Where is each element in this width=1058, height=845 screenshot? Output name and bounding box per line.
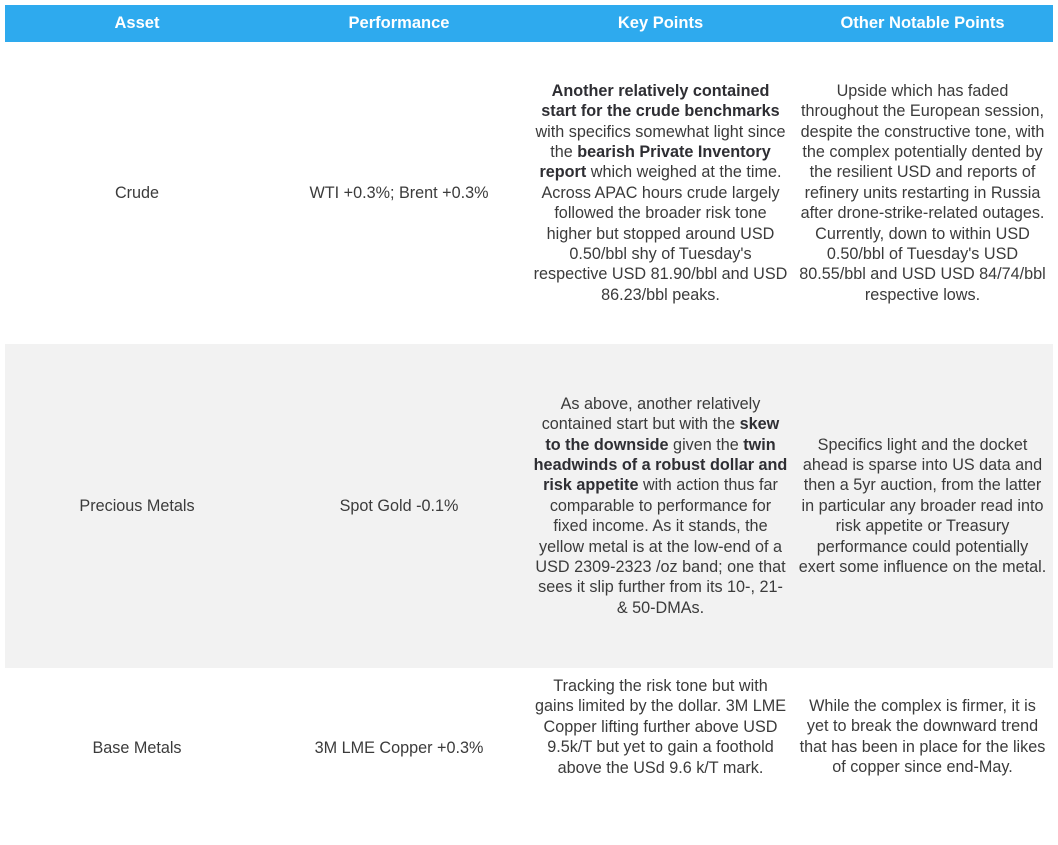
other-points-cell: While the complex is firmer, it is yet to break the downward trend that has been in place for the likes of copper since end-May.: [799, 697, 1046, 777]
key-text: given the: [668, 435, 744, 454]
table-header: [5, 5, 1053, 42]
table-row-precious-metals: [5, 344, 1053, 668]
key-highlight: twin headwinds of a robust dollar and risk appetite: [533, 435, 788, 495]
performance-cell: Spot Gold -0.1%: [339, 496, 459, 515]
performance-cell: WTI +0.3%; Brent +0.3%: [309, 183, 489, 202]
key-text: As above, another relatively contained start but with the: [541, 394, 761, 434]
key-points-text: [533, 81, 788, 305]
key-highlight: Another relatively contained start for the crude benchmarks: [541, 81, 780, 121]
key-points-cell: [529, 668, 792, 828]
performance-cell: 3M LME Copper +0.3%: [314, 739, 484, 757]
key-highlight: bearish Private Inventory report: [539, 142, 771, 182]
header-asset: Asset: [114, 14, 160, 33]
key-points-text: [533, 394, 788, 618]
key-points-cell: [529, 344, 792, 668]
other-points-cell: Specifics light and the docket ahead is sparse into US data and then a 5yr auction, from the latter in particular any broader read into risk appetite or Treasury performance could potentially exert some influence on the metal.: [798, 435, 1047, 577]
header-other-points: Other Notable Points: [840, 14, 1005, 33]
asset-cell: Precious Metals: [79, 496, 195, 515]
header-key-points: Key Points: [617, 14, 704, 33]
key-text: with action thus far comparable to performance for fixed income. As it stands, the yellow metal is at the low-end of a USD 2309-2323 /oz band; one that sees it slip further from its 10-, 21- & 50-DMAs.: [535, 476, 786, 617]
asset-cell: Base Metals: [92, 739, 182, 757]
table-row-crude: [5, 42, 1053, 344]
key-text: Tracking the risk tone but with gains limited by the dollar. 3M LME Copper lifting further above USD 9.5k/T but yet to gain a foothold above the USd 9.6 k/T mark.: [534, 677, 787, 777]
key-text: with specifics somewhat light since the: [535, 122, 786, 161]
key-text: which weighed at the time. Across APAC hours crude largely followed the broader risk tone higher but stopped around USD 0.50/bbl shy of Tuesday's respective USD 81.90/bbl and USD 86.23/bbl peaks.: [533, 163, 788, 304]
header-performance: Performance: [348, 14, 450, 33]
key-points-cell: [529, 42, 792, 344]
asset-cell: Crude: [114, 183, 160, 202]
market-table: [5, 5, 1053, 828]
key-highlight: skew to the downside: [545, 415, 780, 454]
key-points-text: [533, 676, 788, 778]
table-row-base-metals: [5, 668, 1053, 828]
other-points-cell: Upside which has faded throughout the European session, despite the constructive tone, with the complex potentially dented by the resilient USD and reports of refinery units restarting in Russia after drone-strike-related outages. Currently, down to within USD 0.50/bbl of Tuesday's USD 80.55/bbl and USD USD 84/74/bbl respective lows.: [799, 81, 1046, 304]
